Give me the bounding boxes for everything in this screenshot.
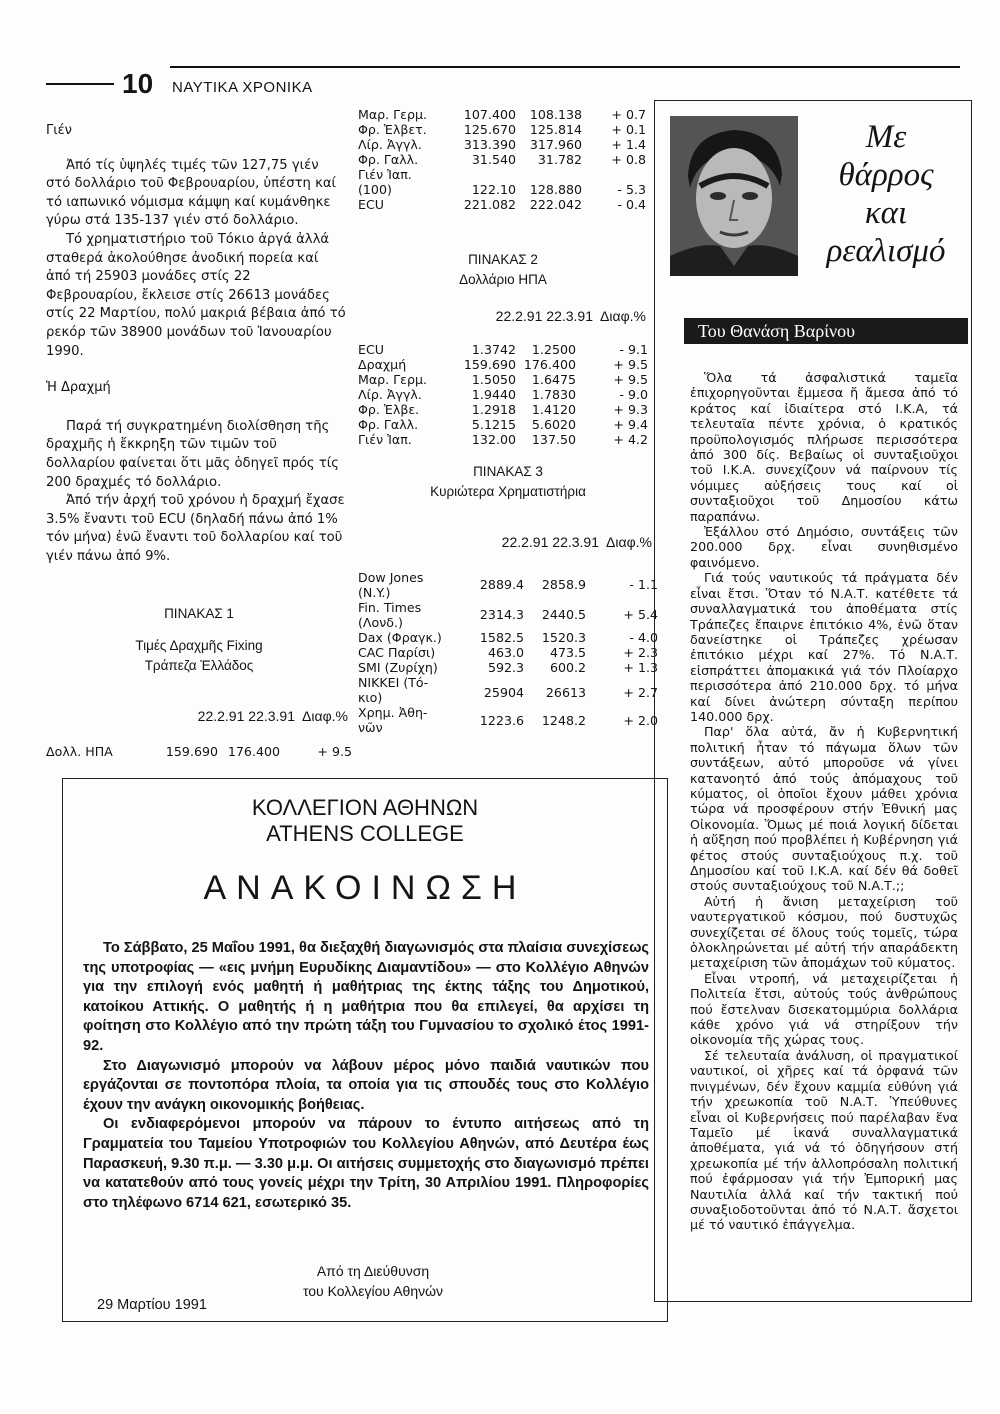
table3 (358, 570, 658, 735)
t3-v2: 1520.3 (541, 630, 586, 645)
t2-label: Λίρ. Ἀγγλ. (358, 387, 422, 402)
t2-v2: 1.6475 (531, 372, 576, 387)
table-row (358, 402, 648, 417)
opinion-paragraph-6: Εἶναι ντροπή, νά μεταχειρίζεται ἡ Πολιτεία ἔτσι, αὐτούς τούς ἀνθρώπους πού ἔστελναν δισεκατομμύρια δολλάρια κάθε χρόνο γιά νά στηρίξουν τήν οἰκονομία τῆς χώρας τους. (690, 970, 958, 1048)
t2-v1: 1.2918 (471, 402, 516, 417)
table-row (358, 197, 646, 212)
t2-diff: + 9.5 (613, 357, 648, 372)
table3-title: ΠΙΝΑΚΑΣ 3 (473, 464, 543, 479)
table-row (358, 182, 646, 197)
page-number: 10 (122, 68, 154, 99)
t3-v2: 2858.9 (541, 577, 586, 592)
t3-v1: 2889.4 (479, 577, 524, 592)
headline-quote (806, 118, 966, 270)
table-row (358, 357, 648, 372)
rate-v1: 31.540 (471, 152, 516, 167)
t3-label: CAC Παρίσι) (358, 645, 436, 660)
t2-v1: 1.9440 (471, 387, 516, 402)
table1-v2: 176.400 (227, 744, 280, 759)
rate-diff: + 0.7 (611, 107, 646, 122)
t3-v1: 463.0 (487, 645, 524, 660)
t2-label: Φρ. Γαλλ. (358, 417, 419, 432)
table2-title: ΠΙΝΑΚΑΣ 2 (468, 252, 538, 267)
rate-v1: 122.10 (471, 182, 516, 197)
announcement-paragraph-3: Οι ενδιαφερόμενοι μπορούν να πάρουν το έντυπο αιτήσεως από τη Γραμματεία του Ταμείου Υποτροφιών του Κολλεγίου Αθηνών, από Δευτέρα έως Παρασκευή, 9.30 π.μ. — 3.30 μ.μ. Οι αιτήσεις συμμετοχής στο διαγωνισμό πρέπει να κατατεθούν από τους γονείς μέχρι την Τρίτη, 30 Απριλίου 1991. Πληροφορίες στο τηλέφωνο 6714 621, εσωτερικό 35. (83, 1116, 649, 1211)
table-row (358, 675, 658, 705)
table1-col-2: 22.3.91 (248, 708, 295, 724)
table3-col-3: Διαφ.% (606, 534, 652, 550)
t3-v1: 25904 (483, 685, 524, 700)
table-row (358, 645, 658, 660)
table-row (46, 744, 352, 759)
rate-diff: - 0.4 (617, 197, 646, 212)
t2-v1: 159.690 (463, 357, 516, 372)
t3-v2: 600.2 (549, 660, 586, 675)
table2-col-3: Διαφ.% (600, 308, 646, 324)
announcement-signature-2: του Κολλεγίου Αθηνών (302, 1283, 444, 1299)
yen-paragraph-2: Τό χρηματιστήριο τοῦ Τόκιο ἀργά ἀλλά σταθερά ἀκολούθησε ἀνοδική πορεία καί ἀπό τή 25903 μονάδες στίς 22 Φεβρουαρίου, ἔκλεισε στίς 26613 μονάδες στίς 22 Μαρτίου, πολύ μακριά βέβαια ἀπό τό ρεκόρ τῶν 38900 μονάδων τοῦ Ἰανουαρίου 1990. (46, 231, 346, 359)
opinion-paragraph-3: Γιά τούς ναυτικούς τά πράγματα δέν εἶναι ἔτσι. Ὅταν τό Ν.Α.Τ. κατέθετε τά συναλλαγματικά του ἀποθέματα στίς Τράπεζες ἔπαιρνε ἐπιτόκιο 4%, ἐνῶ ὅταν δανείστηκε οἱ Τράπεζες χρέωσαν ἐπιτόκιο μέχρι καί 27%. Τό Ν.Α.Τ. εἰσπράττει ἀπομακικά γιά τόν Πλοίαρχο περισσότερα ἀπό 210.000 δρχ. τό μήνα καί δίνει ἀνώτερη σύνταξη περίπου 140.000 δρχ. (690, 570, 958, 724)
t2-v1: 5.1215 (471, 417, 516, 432)
t2-label: Δραχμή (358, 357, 407, 372)
t3-label-2: (N.Y.) (358, 585, 391, 600)
t3-diff: + 1.3 (623, 660, 658, 675)
headline-line-4: ρεαλισμό (826, 233, 946, 269)
announcement-org-greek: ΚΟΛΛΕΓΙΟΝ ΑΘΗΝΩΝ (251, 795, 479, 820)
rate-v1: 313.390 (463, 137, 516, 152)
t3-label-2: (Λονδ.) (358, 615, 403, 630)
announcement-box (62, 778, 668, 1322)
rate-label: Λίρ. Ἀγγλ. (358, 137, 422, 152)
t3-label: Dax (Φραγκ.) (358, 630, 442, 645)
t2-label: Μαρ. Γερμ. (358, 372, 428, 387)
opinion-paragraph-2: Ἐξάλλου στό Δημόσιο, συντάξεις τῶν 200.000 δρχ. εἶναι συνηθισμένο φαινόμενο. (690, 524, 958, 570)
table1-diff: + 9.5 (317, 744, 352, 759)
drachma-paragraph-1: Παρά τή συγκρατημένη διολίσθηση τῆς δραχμῆς ἡ ἔκκρηξη τῶν τιμῶν τοῦ δολλαρίου φαίνεται ὅτι μᾶς ὁδηγεῖ πρός τίς 200 δραχμές τό δολλάριο. (46, 418, 340, 490)
rate-v1: 107.400 (463, 107, 516, 122)
t2-v2: 1.2500 (531, 342, 576, 357)
rate-diff: - 5.3 (617, 182, 646, 197)
headline-line-3: και (864, 195, 908, 231)
opinion-paragraph-1: Ὅλα τά ἀσφαλιστικά ταμεῖα ἐπιχορηγοῦνται ἔμμεσα ἤ ἄμεσα ἀπό τό κράτος καί ἰδιαίτερα στό Ι.Κ.Α, τά τελευταῖα πέντε χρόνια, ὁ κρατικός προϋπολογισμός πλήρωσε περισσότερα ἀπό 300 δίς. Βεβαίως οἱ συνταξιοῦχοι τοῦ Ι.Κ.Α. συνεχίζουν νά παίρνουν τίς νόμιμες αὐξήσεις τους καί οἱ συνταξιοῦχοι τοῦ Δημοσίου κάτω παραπάνω. (690, 370, 958, 524)
t3-diff: + 2.3 (623, 645, 658, 660)
t3-v1: 1582.5 (479, 630, 524, 645)
rate-v2: 317.960 (529, 137, 582, 152)
drachma-paragraph-2: Ἀπό τήν ἀρχή τοῦ χρόνου ἡ δραχμή ἔχασε 3.5% ἔναντι τοῦ ECU (δηλαδή πάνω ἀπό 1% τόν μήνα) ἐνῶ ἔναντι τοῦ δολλαρίου καί τοῦ γιέν πάνω ἀπό 9%. (46, 493, 345, 564)
table-row (358, 630, 658, 645)
header-rule-right (170, 66, 960, 68)
t2-diff: - 9.0 (619, 387, 648, 402)
author-byline: Του Θανάση Βαρίνου (684, 318, 968, 344)
table3-block (358, 462, 658, 735)
rate-v2: 125.814 (529, 122, 582, 137)
t2-diff: + 9.3 (613, 402, 648, 417)
t3-v1: 2314.3 (479, 607, 524, 622)
table-row (358, 342, 648, 357)
opinion-paragraph-5: Αὐτή ἡ ἄνιση μεταχείριση τοῦ ναυτεργατικοῦ κόσμου, πού δυστυχῶς συνεχίζεται σέ ὅλους τούς τομεῖς, τώρα ὁλοκληρώνεται μέ αὐτή τήν απαράδεκτη μεταχείριση τῶν ἀπομάχων τοῦ κύματος. (690, 893, 958, 971)
table-row (358, 122, 646, 137)
headline-line-2: θάρρος (838, 157, 934, 193)
t3-v2: 1248.2 (541, 713, 586, 728)
t2-v2: 176.400 (523, 357, 576, 372)
rate-label: Μαρ. Γερμ. (358, 107, 428, 122)
t3-v2: 26613 (545, 685, 586, 700)
table-row (358, 137, 646, 152)
rate-v1: 221.082 (463, 197, 516, 212)
announcement-title: ΑΝΑΚΟΙΝΩΣΗ (203, 869, 527, 907)
t3-label (358, 675, 462, 705)
opinion-paragraph-7: Σέ τελευταία ἀνάλυση, οἱ πραγματικοί ναυτικοί, οἱ χῆρες καί τά ὀρφανά τῶν πνιγμένων, δέν ἔχουν καμμία εὐθύνη γιά τήν χρεωκοπία τοῦ Ν.Α.Τ. Ὑπεύθυνες εἶναι οἱ Κυβερνήσεις πού παρέλαβαν ἕνα Ταμεῖο μέ ἱκανά συναλλαγματικά ἀποθέματα, γιά νά τό ὁδηγήσουν στή χρεωκοπία μέ τήν ἀλλοπρόσαλη πολιτική πού ἐφάρμοσαν γιά τήν Ἐμπορική μας Ναυτιλία ἀλλά καί τήν τακτική πού συναξιοδοτοῦνται ἀπό τό Ν.Α.Τ. ἄσχετοι μέ τό ναυτικό ἐπάγγελμα. (690, 1047, 958, 1233)
table2 (358, 342, 648, 447)
t2-diff: + 9.5 (613, 372, 648, 387)
t3-label (358, 570, 462, 600)
table1-title: ΠΙΝΑΚΑΣ 1 (164, 606, 234, 621)
rate-v2 (516, 167, 582, 182)
table-row (358, 417, 648, 432)
table3-col-1: 22.2.91 (501, 534, 549, 550)
drachma-heading: Ἡ Δραχμή (46, 380, 111, 396)
rate-label: Γιέν Ἰαπ. (358, 167, 412, 182)
rate-diff: + 0.1 (611, 122, 646, 137)
t3-label-2: κιο) (358, 690, 383, 705)
table-row (358, 387, 648, 402)
table1-v1: 159.690 (165, 744, 218, 759)
t3-diff: - 4.0 (629, 630, 658, 645)
announcement-date: 29 Μαρτίου 1991 (97, 1297, 207, 1313)
rate-v1 (456, 167, 516, 182)
table-row (358, 600, 658, 630)
t2-v2: 5.6020 (531, 417, 576, 432)
table-row (358, 432, 648, 447)
table-row (358, 372, 648, 387)
table1-label: Δολλ. ΗΠΑ (46, 744, 113, 759)
rate-label: Φρ. Γαλλ. (358, 152, 419, 167)
table1 (46, 744, 352, 759)
rate-diff (582, 167, 646, 182)
t3-label-1: NIKKEI (Τό- (358, 675, 429, 690)
author-photo (670, 116, 798, 276)
table2-subtitle: Δολλάριο ΗΠΑ (459, 272, 547, 287)
rate-v2: 128.880 (529, 182, 582, 197)
table-row (358, 570, 658, 600)
table1-col-1: 22.2.91 (197, 708, 245, 724)
announcement-org-english: ATHENS COLLEGE (266, 821, 464, 846)
t3-label: SMI (Ζυρίχη) (358, 660, 438, 675)
t3-label (358, 600, 462, 630)
table2-block (358, 250, 648, 447)
t3-label-2: νῶν (358, 720, 383, 735)
t2-label: Φρ. Ἐλβε. (358, 402, 420, 417)
announcement-paragraph-1: Το Σάββατο, 25 Μαΐου 1991, θα διεξαχθή διαγωνισμός στα πλαίσια συνεχίσεως της υποτροφίας — «εις μνήμη Ευρυδίκης Διαμαντίδου» — στο Κολλέγιο Αθηνών για την επιλογή ενός μαθητή ή μαθήτριας της έκτης τάξης του Δημοτικού, κατοίκου Αττικής. Ο μαθητής ή η μαθήτρια που θα επιλεγεί, θα αρχίσει τη φοίτηση στο Κολλέγιο από την πρώτη τάξη του Γυμνασίου το σχολικό έτος 1991-92. (83, 940, 649, 1054)
t3-v1: 1223.6 (479, 713, 524, 728)
opinion-paragraph-4: Παρ' ὅλα αὐτά, ἄν ἡ Κυβερνητική πολιτική ἦταν τό πάγωμα ὅλων τῶν συντάξεων, αὐτό μποροῦσε νά γίνει κατανοητό ἀπό τούς ἀπόμαχους τοῦ κύματος, οἱ ὁποῖοι ἔχουν μάθει χρόνια τώρα νά προσφέρουν στήν Ἐθνική μας Οἰκονομία. Ὅμως μέ ποιά λογική δίδεται ἡ αὔξηση πού προβλέπει ἡ Κυβέρνηση γιά φέτος στούς συνταξιούχους π.χ. τοῦ Δημοσίου καί τοῦ Ι.Κ.Α. καί δέν θά δοθεῖ στούς συνταξιούχους τοῦ Ν.Α.Τ.;; (690, 724, 958, 894)
yen-paragraph-1: Ἀπό τίς ὑψηλές τιμές τῶν 127,75 γιέν στό δολλάριο τοῦ Φεβρουαρίου, ὑπέστη καί τό ιαπωνικό νόμισμα κάμψη καί κυμάνθηκε γύρω στά 135-137 γιέν στό δολλάριο. (46, 157, 336, 229)
table-row (358, 167, 646, 182)
rates-table (358, 107, 646, 212)
t2-v2: 137.50 (531, 432, 576, 447)
rate-label: ECU (358, 197, 384, 212)
t3-diff: - 1.1 (629, 577, 658, 592)
t2-diff: - 9.1 (619, 342, 648, 357)
table-row (358, 705, 658, 735)
t3-label (358, 705, 462, 735)
t2-diff: + 4.2 (613, 432, 648, 447)
t3-label-1: Dow Jones (358, 570, 424, 585)
announcement-signature-1: Από τη Διεύθυνση (316, 1263, 430, 1279)
rate-label: Φρ. Ἐλβετ. (358, 122, 427, 137)
table2-header (358, 308, 648, 324)
t2-v2: 1.7830 (531, 387, 576, 402)
rate-diff: + 1.4 (611, 137, 646, 152)
t3-diff: + 5.4 (623, 607, 658, 622)
t2-label: ECU (358, 342, 384, 357)
table3-subtitle: Κυριώτερα Χρηματιστήρια (430, 484, 586, 499)
opinion-article (690, 370, 958, 1233)
table1-subtitle-2: Τράπεζα Ἑλλάδος (144, 658, 254, 673)
publication-title: ΝΑΥΤΙΚΑ ΧΡΟΝΙΚΑ (172, 79, 313, 96)
t3-label-1: Χρημ. Ἀθη- (358, 705, 428, 720)
rate-v2: 222.042 (529, 197, 582, 212)
table1-col-3: Διαφ.% (302, 708, 348, 724)
rate-label: (100) (358, 182, 392, 197)
rate-v2: 31.782 (537, 152, 582, 167)
t2-v1: 132.00 (471, 432, 516, 447)
table3-col-2: 22.3.91 (552, 534, 599, 550)
yen-heading: Γιέν (46, 123, 72, 138)
t3-diff: + 2.7 (623, 685, 658, 700)
table1-block (46, 604, 352, 759)
header-rule-left (46, 83, 114, 85)
rate-diff: + 0.8 (611, 152, 646, 167)
table1-header (46, 708, 352, 724)
left-article (46, 122, 346, 566)
t2-v2: 1.4120 (531, 402, 576, 417)
table2-col-2: 22.3.91 (546, 308, 593, 324)
rate-v2: 108.138 (529, 107, 582, 122)
t3-v2: 2440.5 (541, 607, 586, 622)
author-portrait-image (670, 116, 798, 276)
table-row (358, 660, 658, 675)
announcement-body (83, 939, 649, 1213)
t3-v1: 592.3 (487, 660, 524, 675)
headline-line-1: Με (865, 119, 907, 155)
table1-subtitle-1: Τιμές Δραχμῆς Fixing (135, 638, 263, 653)
t2-v1: 1.3742 (471, 342, 516, 357)
t3-v2: 473.5 (549, 645, 586, 660)
t2-v1: 1.5050 (471, 372, 516, 387)
t2-diff: + 9.4 (613, 417, 648, 432)
t3-diff: + 2.0 (623, 713, 658, 728)
t2-label: Γιέν Ἰαπ. (358, 432, 412, 447)
announcement-paragraph-2: Στο Διαγωνισμό μπορούν να λάβουν μέρος μόνο παιδιά ναυτικών που εργάζονται σε ποντοπόρα πλοία, τα οποία για τις σπουδές τους στο Κολλέγιο έχουν την ανάγκη οικονομικής βοήθειας. (83, 1057, 649, 1113)
table3-header (358, 534, 658, 550)
rate-v1: 125.670 (463, 122, 516, 137)
table2-col-1: 22.2.91 (495, 308, 543, 324)
table-row (358, 107, 646, 122)
t3-label-1: Fin. Times (358, 600, 422, 615)
table-row (358, 152, 646, 167)
